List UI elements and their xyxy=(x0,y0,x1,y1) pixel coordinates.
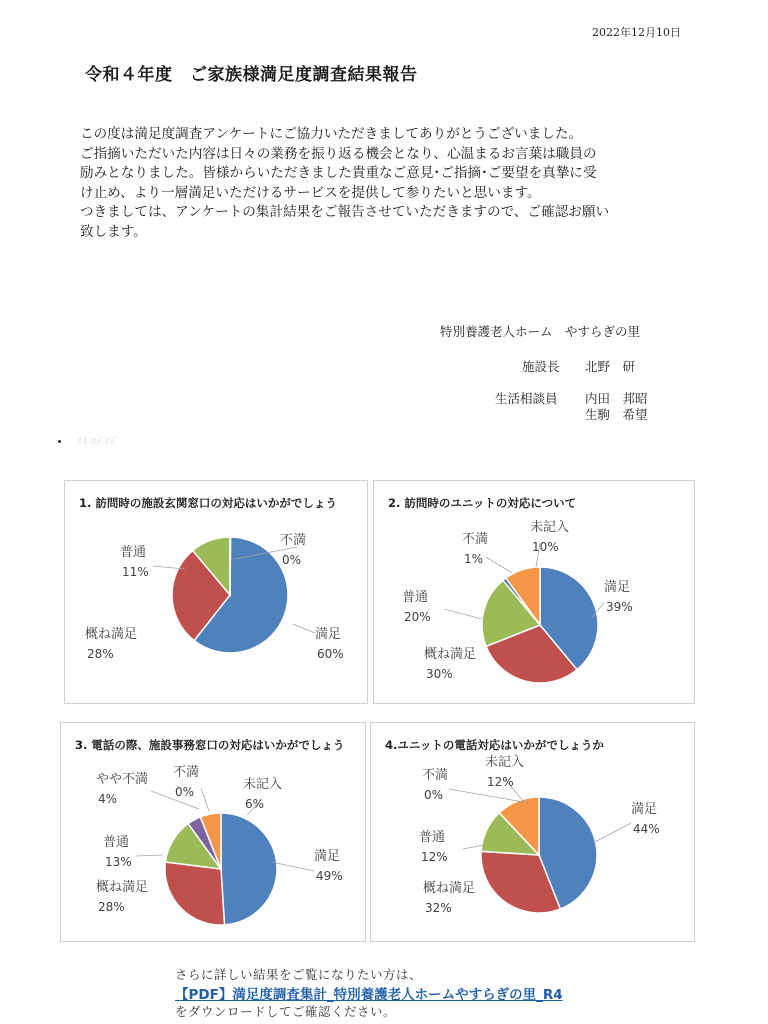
slice-name-label: 満足 xyxy=(604,580,631,595)
slice-percent-label: 28% xyxy=(98,900,125,914)
leader-line xyxy=(272,862,314,871)
leader-line xyxy=(136,855,163,856)
leader-line xyxy=(449,789,529,803)
chart-panel-3 xyxy=(60,722,366,942)
slice-percent-label: 30% xyxy=(426,667,453,681)
counselor-name-1: 内田 邦昭 xyxy=(585,391,648,406)
slice-percent-label: 1% xyxy=(464,552,484,566)
slice-percent-label: 32% xyxy=(425,901,452,915)
chart-panel-2 xyxy=(373,480,695,704)
slice-percent-label: 20% xyxy=(404,610,431,624)
pie-slice xyxy=(221,813,277,925)
report-date: 2022年12月10日 xyxy=(592,26,681,39)
slice-name-label: 満足 xyxy=(631,802,658,817)
chart-title: 3. 電話の際、施設事務窓口の対応はいかがでしょう xyxy=(75,738,345,752)
slice-percent-label: 39% xyxy=(606,600,633,614)
bullet-dot xyxy=(58,440,61,443)
chart-panel-1 xyxy=(64,480,368,704)
footer-line-2: をダウンロードしてご確認ください。 xyxy=(175,1004,397,1019)
slice-percent-label: 12% xyxy=(487,775,514,789)
leader-line xyxy=(201,788,209,811)
slice-percent-label: 60% xyxy=(317,647,344,661)
chart-title: 4.ユニットの電話対応はいかがでしょうか xyxy=(385,738,604,752)
counselor-title: 生活相談員 xyxy=(495,391,558,406)
slice-percent-label: 12% xyxy=(421,850,448,864)
slice-percent-label: 44% xyxy=(633,822,660,836)
slice-name-label: 普通 xyxy=(120,545,147,560)
slice-name-label: 未記入 xyxy=(243,777,283,792)
slice-name-label: やや不満 xyxy=(96,772,149,787)
slice-percent-label: 0% xyxy=(282,553,302,567)
slice-name-label: 概ね満足 xyxy=(85,627,138,642)
intro-line: ご指摘いただいた内容は日々の業務を振り返る機会となり、心温まるお言葉は職員の xyxy=(80,145,597,162)
slice-percent-label: 0% xyxy=(175,785,195,799)
intro-line: つきましては、アンケートの集計結果をご報告させていただきますので、ご確認お願い xyxy=(80,204,610,220)
slice-percent-label: 49% xyxy=(316,869,343,883)
footer-line-1: さらに詳しい結果をご覧になりたい方は、 xyxy=(175,967,423,982)
pie-chart-svg xyxy=(65,481,367,703)
facility-name: 特別養護老人ホーム やすらぎの里 xyxy=(440,324,641,339)
slice-percent-label: 28% xyxy=(87,647,114,661)
leader-line xyxy=(463,845,483,849)
slice-percent-label: 4% xyxy=(98,792,118,806)
pdf-download-link[interactable]: 【PDF】満足度調査集計_特別養護老人ホームやすらぎの里_R4 xyxy=(175,987,563,1003)
slice-name-label: 未記入 xyxy=(485,755,525,770)
slice-name-label: 満足 xyxy=(314,849,341,864)
slice-percent-label: 10% xyxy=(532,540,559,554)
pie-slice xyxy=(165,862,225,925)
chart-title: 1. 訪問時の施設玄関窓口の対応はいかがでしょう xyxy=(79,496,337,510)
slice-percent-label: 13% xyxy=(105,855,132,869)
chart-panel-4 xyxy=(370,722,695,942)
faint-text: ﾛﾒﾞﾛﾒﾞﾛﾒﾞ xyxy=(78,437,119,447)
slice-name-label: 概ね満足 xyxy=(424,647,477,662)
slice-name-label: 満足 xyxy=(315,627,342,642)
counselor-name-2: 生駒 希望 xyxy=(585,407,648,422)
slice-name-label: 普通 xyxy=(419,830,446,845)
leader-line xyxy=(293,624,315,633)
slice-percent-label: 11% xyxy=(122,565,149,579)
pie-chart-svg xyxy=(374,481,694,703)
intro-text xyxy=(80,125,720,242)
slice-name-label: 概ね満足 xyxy=(423,881,476,896)
slice-percent-label: 6% xyxy=(245,797,265,811)
slice-name-label: 普通 xyxy=(103,835,130,850)
intro-line: 励みとなりました。皆様からいただきました貴重なご意見･ご指摘･ご要望を真摯に受 xyxy=(80,165,597,181)
intro-line: この度は満足度調査アンケートにご協力いただきましてありがとうございました。 xyxy=(80,126,583,142)
slice-name-label: 不満 xyxy=(280,533,307,548)
slice-name-label: 概ね満足 xyxy=(96,880,149,895)
slice-name-label: 不満 xyxy=(422,768,449,783)
pie-chart-svg xyxy=(61,723,365,941)
slice-name-label: 不満 xyxy=(462,532,489,547)
pie-chart-svg xyxy=(371,723,694,941)
pie-slice xyxy=(230,537,231,595)
leader-line xyxy=(593,823,631,843)
leader-line xyxy=(444,609,482,619)
intro-line: 致します。 xyxy=(80,223,147,240)
slice-name-label: 未記入 xyxy=(530,520,570,535)
chart-title: 2. 訪問時のユニットの対応について xyxy=(388,496,577,510)
slice-name-label: 不満 xyxy=(173,765,200,780)
leader-line xyxy=(486,557,512,573)
intro-line: け止め、より一層満足いただけるサービスを提供して参りたいと思います。 xyxy=(80,184,541,201)
director-title: 施設長 xyxy=(522,359,560,374)
slice-percent-label: 0% xyxy=(424,788,444,802)
director-name: 北野 研 xyxy=(585,359,636,374)
slice-name-label: 普通 xyxy=(402,590,429,605)
page-title: 令和４年度 ご家族様満足度調査結果報告 xyxy=(85,65,418,85)
